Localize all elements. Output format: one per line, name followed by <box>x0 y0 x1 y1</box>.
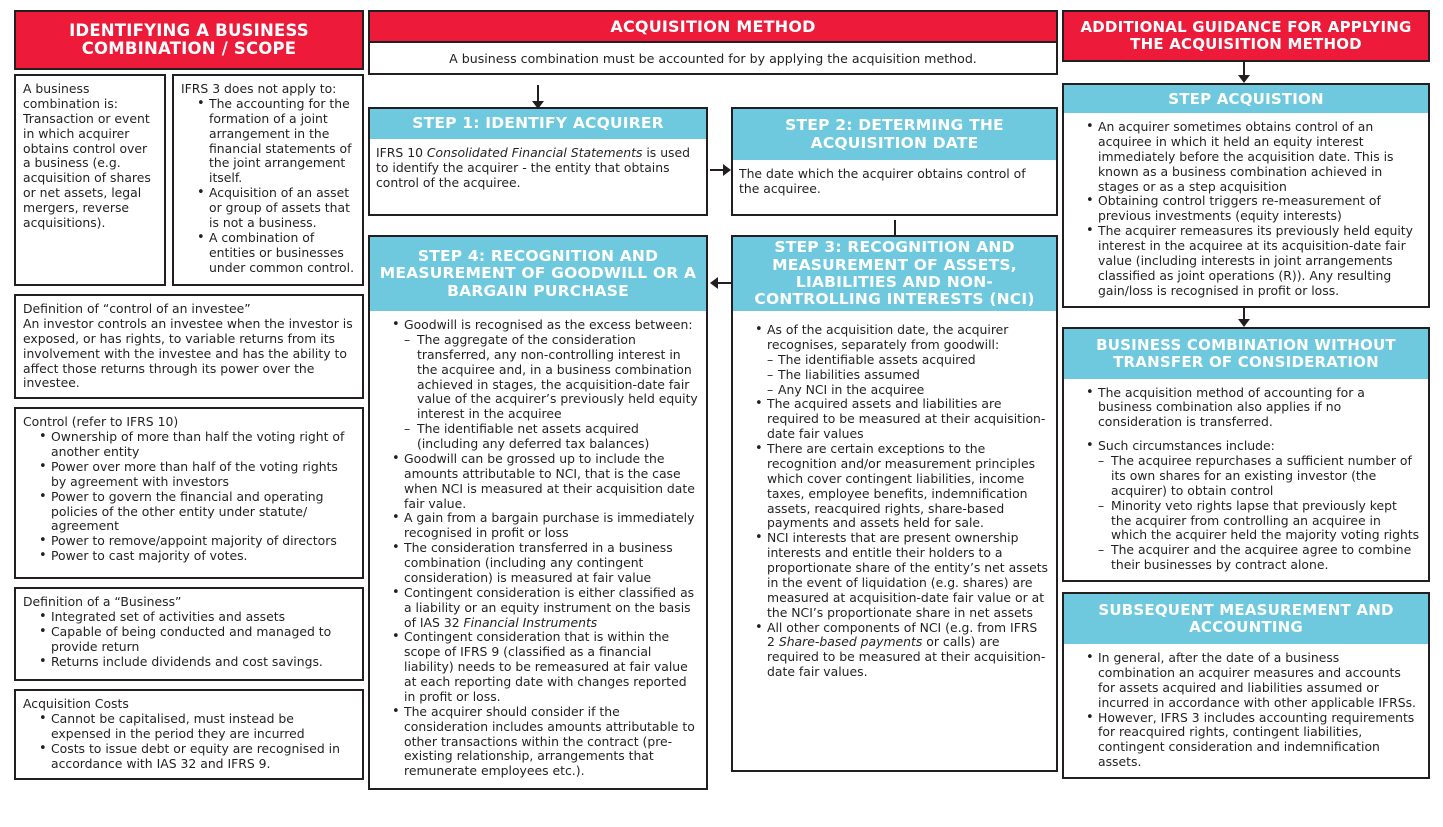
without-transfer-bullet2-intro: Such circumstances include: <box>1098 438 1275 454</box>
step4-list <box>376 318 698 779</box>
arrow-step3-to-step4 <box>710 277 731 289</box>
business-definition-box <box>14 587 364 681</box>
step1-text-part2: is used to identify the acquirer - the entity that obtains control of the acquiree. <box>376 145 690 190</box>
list-item <box>755 621 1048 681</box>
step4-bullet1-sublist <box>404 333 698 452</box>
subsequent-measurement-list <box>1070 651 1420 770</box>
list-item: • Goodwill can be grossed up to include the amounts attributable to NCI, that is the case when NCI is measured at their acquisition date fair value. <box>392 452 698 512</box>
control-of-investee-text: An investor controls an investee when the investor is exposed, or has rights, to variable returns from its involvement with the investee and has the ability to affect those returns through its power over the investee. <box>23 315 353 391</box>
scope-exclusion-box <box>172 74 364 286</box>
step3-bullet5-part1: All other components of NCI (e.g. from IFRS 2 <box>767 619 1038 650</box>
list-item: – The identifiable assets acquired <box>767 353 1048 368</box>
step2-box <box>731 107 1058 216</box>
business-combination-definition-text: A business combination is: Transaction or event in which acquirer obtains control over a business (e.g. acquisition of shares or net assets, legal mergers, reverse acquisitions). <box>23 81 151 230</box>
list-item: – Minority veto rights lapse that previously kept the acquirer from controlling an acquiree in which the acquirer held the majority voting rights <box>1098 499 1420 544</box>
step3-bullet5-italic: Share-based payments <box>778 634 923 650</box>
step-acquisition-box <box>1062 83 1430 308</box>
subsequent-measurement-content <box>1064 644 1428 777</box>
business-combination-definition-box <box>14 74 166 286</box>
step2-title: STEP 2: DETERMING THE ACQUISITION DATE <box>733 109 1056 160</box>
without-transfer-list <box>1070 386 1420 574</box>
acquisition-costs-list <box>23 712 356 772</box>
without-transfer-sublist <box>1098 454 1420 573</box>
list-item: • Costs to issue debt or equity are recognised in accordance with IAS 32 and IFRS 9. <box>39 742 356 772</box>
list-item <box>755 323 1048 397</box>
list-item: • The accounting for the formation of a joint arrangement in the financial statements of the joint arrangement itself. <box>197 97 356 186</box>
step3-box <box>731 235 1058 772</box>
list-item: • Integrated set of activities and assets <box>39 610 356 625</box>
list-item: – The identifiable net assets acquired (including any deferred tax balances) <box>404 422 698 452</box>
acquisition-method-intro: A business combination must be accounted for by applying the acquisition method. <box>368 43 1058 75</box>
left-column-header: IDENTIFYING A BUSINESS COMBINATION / SCOPE <box>14 10 364 70</box>
step4-bullet1-intro: Goodwill is recognised as the excess between: <box>404 317 693 332</box>
arrow-intro-to-step1 <box>532 85 544 109</box>
without-transfer-title: BUSINESS COMBINATION WITHOUT TRANSFER OF CONSIDERATION <box>1064 329 1428 379</box>
list-item: • The consideration transferred in a business combination (including any contingent consideration) is measured at fair value <box>392 541 698 586</box>
step3-title: STEP 3: RECOGNITION AND MEASUREMENT OF ASSETS, LIABILITIES AND NON-CONTROLLING INTERESTS (NCI) <box>733 237 1056 311</box>
list-item: • Power over more than half of the voting rights by agreement with investors <box>39 460 356 490</box>
list-item: – The aggregate of the consideration transferred, any non-controlling interest in the acquiree and, in a business combination achieved in stages, the acquisition-date fair value of the acquirer’s previously held equity interest in the acquiree <box>404 333 698 422</box>
list-item: • The acquired assets and liabilities are required to be measured at their acquisition-date fair values <box>755 397 1048 442</box>
business-definition-list <box>23 610 356 670</box>
step2-text: The date which the acquirer obtains control of the acquiree. <box>739 166 1026 196</box>
list-item: • The acquirer should consider if the consideration includes amounts attributable to other transactions within the contract (pre-existing relationship, arrangements that remunerate employees etc.). <box>392 705 698 779</box>
list-item: – Any NCI in the acquiree <box>767 383 1048 398</box>
business-definition-title: Definition of a “Business” <box>23 594 182 610</box>
scope-exclusion-intro: IFRS 3 does not apply to: <box>181 81 337 96</box>
list-item: • The acquirer remeasures its previously held equity interest in the acquiree at its acquisition-date fair value (including interests in joint arrangements classified as joint operations (R)). Any resulting gain/loss is recognised in profit or loss. <box>1086 224 1420 298</box>
list-item: • There are certain exceptions to the recognition and/or measurement principles which cover contingent liabilities, income taxes, employee benefits, indemnification assets, reacquired rights, share-based payments and assets held for sale. <box>755 442 1048 531</box>
arrow-step1-to-step2 <box>710 164 731 176</box>
step-row-2 <box>368 235 1058 795</box>
step3-list <box>739 323 1048 680</box>
step-acquisition-content <box>1064 113 1428 306</box>
list-item: • Obtaining control triggers re-measurement of previous investments (equity interests) <box>1086 194 1420 224</box>
list-item: • Ownership of more than half the voting right of another entity <box>39 430 356 460</box>
left-column-definition-row <box>14 74 364 286</box>
control-ifrs10-box <box>14 407 364 579</box>
list-item: • Power to govern the financial and operating policies of the other entity under statute/ agreement <box>39 490 356 535</box>
step4-content <box>370 311 706 786</box>
step3-bullet1-intro: As of the acquisition date, the acquirer recognises, separately from goodwill: <box>767 322 1009 352</box>
step3-bullet5-part2: or calls) are required to be measured at their acquisition-date fair values. <box>767 634 1046 680</box>
list-item: • Cannot be capitalised, must instead be expensed in the period they are incurred <box>39 712 356 742</box>
step4-bullet5-italic: Financial Instruments <box>463 614 598 630</box>
additional-guidance-header: ADDITIONAL GUIDANCE FOR APPLYING THE ACQUISITION METHOD <box>1062 10 1430 62</box>
list-item: • An acquirer sometimes obtains control of an acquiree in which it held an equity interest immediately before the acquisition date. This is known as a business combination achieved in stages or as a step acquisition <box>1086 120 1420 194</box>
step1-text-part1: IFRS 10 <box>376 145 427 160</box>
list-item: • NCI interests that are present ownership interests and entitle their holders to a proportionate share of the entity’s net assets in the event of liquidation (e.g. shares) are measured at acquisition-date fair value or at the NCI’s proportionate share in net assets <box>755 531 1048 620</box>
list-item: • Acquisition of an asset or group of assets that is not a business. <box>197 186 356 231</box>
control-of-investee-definition-box <box>14 294 364 399</box>
step4-bullet5-part1: Contingent consideration is either classified as a liability or an equity instrument on the basis of IAS 32 <box>404 584 695 630</box>
step4-box <box>368 235 708 790</box>
right-column <box>1062 10 1430 779</box>
list-item: – The acquirer and the acquiree agree to combine their businesses by contract alone. <box>1098 543 1420 573</box>
step3-content <box>733 311 1056 687</box>
list-item: • Returns include dividends and cost savings. <box>39 655 356 670</box>
list-item <box>392 586 698 631</box>
arrow-step-acquisition-to-without-transfer <box>1238 308 1250 327</box>
subsequent-measurement-box <box>1062 592 1430 779</box>
arrow-guidance-to-step-acquisition <box>1238 62 1250 83</box>
without-transfer-content <box>1064 379 1428 581</box>
step4-title: STEP 4: RECOGNITION AND MEASUREMENT OF GOODWILL OR A BARGAIN PURCHASE <box>370 237 706 311</box>
list-item: • A gain from a bargain purchase is immediately recognised in profit or loss <box>392 511 698 541</box>
step1-box <box>368 107 708 216</box>
step-acquisition-title: STEP ACQUISTION <box>1064 85 1428 113</box>
list-item: • The acquisition method of accounting for a business combination also applies if no consideration is transferred. <box>1086 386 1420 431</box>
list-item: • A combination of entities or businesses under common control. <box>197 231 356 276</box>
acquisition-costs-title: Acquisition Costs <box>23 696 129 712</box>
list-item: • Power to cast majority of votes. <box>39 549 356 564</box>
list-item: • Contingent consideration that is within the scope of IFRS 9 (classified as a financial liability) needs to be remeasured at fair value at each reporting date with changes reported in profit or loss. <box>392 630 698 704</box>
step-acquisition-list <box>1070 120 1420 299</box>
subsequent-measurement-title: SUBSEQUENT MEASUREMENT AND ACCOUNTING <box>1064 594 1428 644</box>
list-item <box>392 318 698 452</box>
step-row-1 <box>368 107 1058 220</box>
list-item: • In general, after the date of a business combination an acquirer measures and accounts for assets acquired and liabilities assumed or incurred in accordance with other applicable IFRSs. <box>1086 651 1420 711</box>
list-item: – The liabilities assumed <box>767 368 1048 383</box>
list-item: • Capable of being conducted and managed to provide return <box>39 625 356 655</box>
step1-text-italic: Consolidated Financial Statements <box>426 145 643 160</box>
list-item <box>1086 439 1420 573</box>
step1-text <box>370 139 706 214</box>
list-item: • Power to remove/appoint majority of directors <box>39 534 356 549</box>
control-ifrs10-list <box>23 430 356 564</box>
list-item: – The acquiree repurchases a sufficient number of its own shares for an existing investor (the acquirer) to obtain control <box>1098 454 1420 499</box>
acquisition-method-header: ACQUISITION METHOD <box>368 10 1058 43</box>
left-column <box>14 10 364 780</box>
control-of-investee-title: Definition of “control of an investee” <box>23 301 251 316</box>
without-transfer-box <box>1062 327 1430 583</box>
control-ifrs10-title: Control (refer to IFRS 10) <box>23 414 179 430</box>
list-item: • However, IFRS 3 includes accounting requirements for reacquired rights, contingent liabilities, contingent consideration and indemnification assets. <box>1086 711 1420 771</box>
step3-bullet1-sublist <box>767 353 1048 398</box>
acquisition-costs-box <box>14 689 364 779</box>
scope-exclusion-list <box>181 97 356 276</box>
step1-title: STEP 1: IDENTIFY ACQUIRER <box>370 109 706 139</box>
middle-column <box>368 10 1058 779</box>
